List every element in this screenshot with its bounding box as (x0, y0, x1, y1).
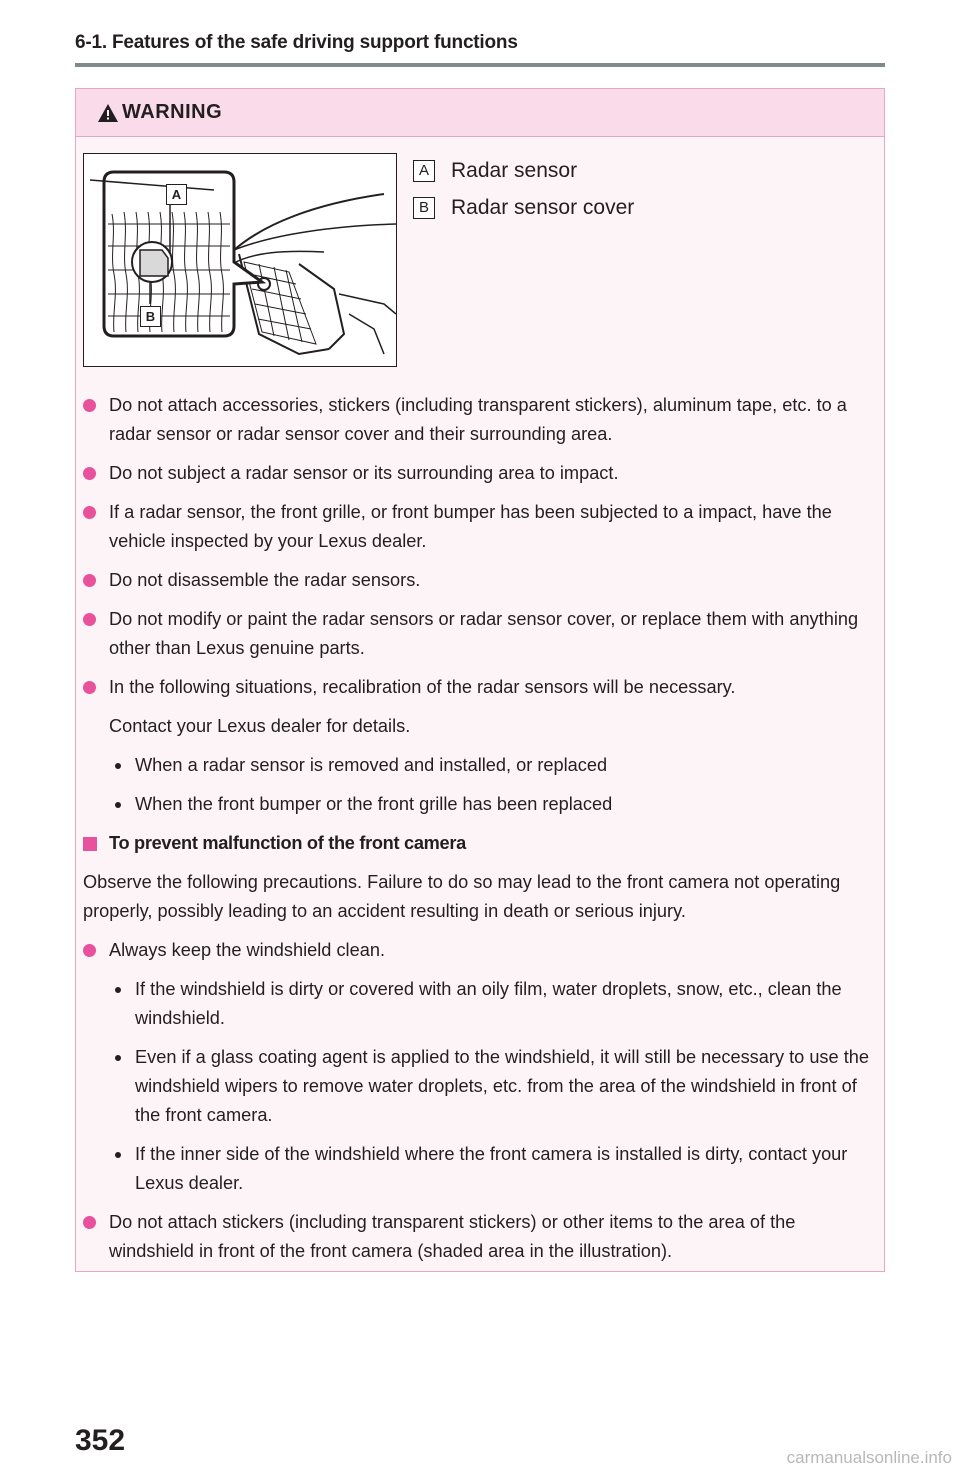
warning-content (83, 391, 873, 1276)
watermark: carmanualsonline.info (786, 1448, 952, 1467)
header-rule (75, 63, 885, 67)
illustration-label-a: A (166, 184, 187, 205)
list-item: Do not attach accessories, stickers (including transparent stickers), aluminum tape, etc. to a radar sensor or radar sensor cover and their surrounding area. (83, 391, 873, 449)
section-header: 6-1. Features of the safe driving support functions (75, 32, 518, 53)
pink-bullet-icon (83, 506, 96, 519)
camera-subheading: To prevent malfunction of the front camera (83, 829, 873, 858)
small-bullet-icon (115, 763, 121, 769)
page-number: 352 (75, 1424, 126, 1457)
legend-item-a (413, 159, 577, 183)
radar-sensor-illustration (83, 153, 397, 367)
sub-list-item: When a radar sensor is removed and installed, or replaced (83, 751, 873, 780)
warning-box (75, 88, 885, 1272)
warning-title: WARNING (122, 101, 223, 123)
pink-bullet-icon (83, 574, 96, 587)
pink-bullet-icon (83, 1216, 96, 1229)
list-item: Do not attach stickers (including transparent stickers) or other items to the area of the windshield in front of the front camera (shaded area in the illustration). (83, 1208, 873, 1266)
legend-label-a: Radar sensor (451, 159, 578, 182)
list-item: Do not subject a radar sensor or its surrounding area to impact. (83, 459, 873, 488)
list-item: If a radar sensor, the front grille, or front bumper has been subjected to a impact, have the vehicle inspected by your Lexus dealer. (83, 498, 873, 556)
list-item: Do not modify or paint the radar sensors or radar sensor cover, or replace them with anything other than Lexus genuine parts. (83, 605, 873, 663)
list-item: In the following situations, recalibration of the radar sensors will be necessary. (83, 673, 873, 702)
illustration-label-b: B (140, 306, 161, 327)
legend-key-a: A (413, 160, 435, 182)
legend-item-b (413, 196, 634, 220)
warning-header (76, 89, 884, 137)
small-bullet-icon (115, 1152, 121, 1158)
list-item: Always keep the windshield clean. (83, 936, 873, 965)
pink-bullet-icon (83, 613, 96, 626)
sub-list-item: Even if a glass coating agent is applied to the windshield, it will still be necessary to use the windshield wipers to remove water droplets, etc. from the area of the windshield in front of the front camera. (83, 1043, 873, 1130)
list-item: Do not disassemble the radar sensors. (83, 566, 873, 595)
camera-intro: Observe the following precautions. Failure to do so may lead to the front camera not operating properly, possibly leading to an accident resulting in death or serious injury. (83, 872, 841, 921)
recalibration-note: Contact your Lexus dealer for details. (109, 716, 411, 736)
small-bullet-icon (115, 987, 121, 993)
pink-bullet-icon (83, 944, 96, 957)
small-bullet-icon (115, 802, 121, 808)
pink-bullet-icon (83, 467, 96, 480)
sub-list-item: When the front bumper or the front grille has been replaced (83, 790, 873, 819)
pink-bullet-icon (83, 681, 96, 694)
legend-key-b: B (413, 197, 435, 219)
sub-list-item: If the windshield is dirty or covered with an oily film, water droplets, snow, etc., clean the windshield. (83, 975, 873, 1033)
pink-bullet-icon (83, 399, 96, 412)
small-bullet-icon (115, 1055, 121, 1061)
warning-triangle-icon (97, 103, 119, 123)
pink-square-icon (83, 837, 97, 851)
legend-label-b: Radar sensor cover (451, 196, 635, 219)
sub-list-item: If the inner side of the windshield where the front camera is installed is dirty, contact your Lexus dealer. (83, 1140, 873, 1198)
